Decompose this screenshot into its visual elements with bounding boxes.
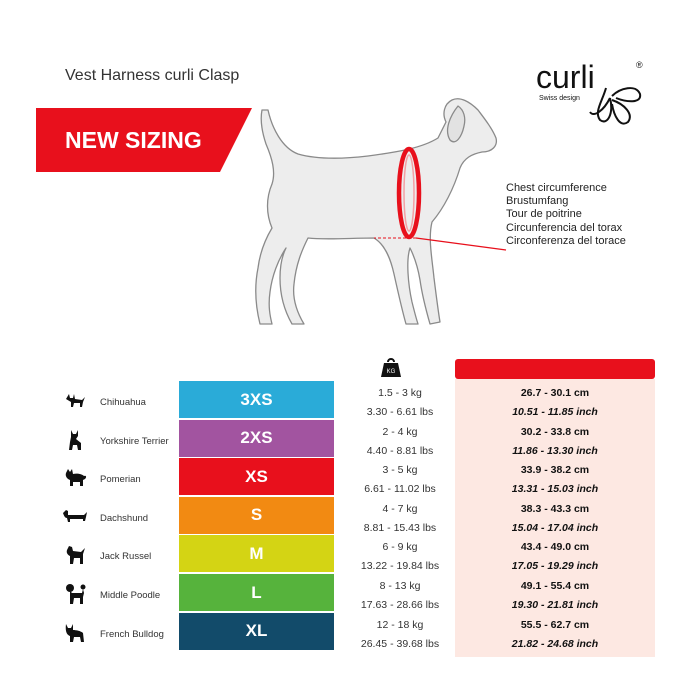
- weight-kg: 2 - 4 kg: [382, 425, 418, 438]
- weight-lbs: 13.22 - 19.84 lbs: [360, 560, 440, 573]
- weight-icon: [380, 356, 402, 378]
- banner-text: NEW SIZING: [65, 127, 202, 153]
- size-row: [0, 497, 700, 536]
- breed-name: Pomerian: [100, 474, 141, 486]
- size-label: 2XS: [179, 420, 334, 457]
- chest-inch: 15.04 - 17.04 inch: [511, 521, 599, 534]
- chest-cm: 33.9 - 38.2 cm: [520, 464, 590, 477]
- size-row: [0, 381, 700, 420]
- legend-french: Tour de poitrine: [506, 208, 582, 221]
- chest-inch: 10.51 - 11.85 inch: [512, 406, 598, 418]
- weight-kg: 6 - 9 kg: [382, 541, 418, 554]
- dog-silhouette-illustration: [238, 88, 508, 333]
- breed-name: Chihuahua: [100, 397, 146, 408]
- weight-kg: 3 - 5 kg: [382, 464, 418, 477]
- chest-cm: 26.7 - 30.1 cm: [520, 387, 590, 399]
- yorkshire-terrier-icon: [62, 427, 88, 453]
- size-label: M: [179, 535, 334, 572]
- size-label: XS: [179, 458, 334, 495]
- chest-circumference-legend: [506, 182, 626, 248]
- curli-logo: [536, 54, 648, 135]
- weight-lbs: 8.81 - 15.43 lbs: [363, 521, 437, 534]
- french-bulldog-icon: [62, 620, 88, 646]
- poodle-icon: [62, 581, 88, 607]
- weight-lbs: 4.40 - 8.81 lbs: [366, 444, 434, 457]
- logo-flower-icon: [590, 88, 640, 124]
- weight-lbs: 6.61 - 11.02 lbs: [364, 483, 436, 496]
- breed-name: Jack Russel: [100, 551, 152, 563]
- logo-registered-mark: ®: [636, 60, 643, 70]
- weight-icon-label: KG: [386, 369, 396, 375]
- pomeranian-icon: [62, 465, 88, 491]
- size-label: 3XS: [179, 381, 334, 418]
- dachshund-icon: [62, 504, 88, 530]
- size-row: [0, 420, 700, 459]
- chihuahua-icon: [62, 388, 88, 414]
- logo-tagline: Swiss design: [539, 95, 580, 102]
- size-label: S: [179, 497, 334, 534]
- chest-inch: 13.31 - 15.03 inch: [511, 483, 599, 496]
- breed-name: Dachshund: [100, 512, 149, 524]
- weight-lbs: 17.63 - 28.66 lbs: [360, 599, 440, 611]
- chest-cm: 38.3 - 43.3 cm: [520, 502, 590, 515]
- size-row: [0, 574, 700, 613]
- weight-kg: 12 - 18 kg: [376, 618, 424, 631]
- chest-cm: 55.5 - 62.7 cm: [520, 618, 590, 631]
- size-row: [0, 613, 700, 652]
- weight-kg: 8 - 13 kg: [379, 580, 421, 592]
- weight-kg: 4 - 7 kg: [382, 502, 418, 515]
- legend-english: Chest circumference: [506, 182, 607, 194]
- legend-italian: Circonferenza del torace: [506, 234, 626, 247]
- size-label: XL: [179, 613, 334, 650]
- chest-cm: 49.1 - 55.4 cm: [520, 580, 590, 592]
- breed-name: French Bulldog: [100, 628, 164, 640]
- size-label: L: [179, 574, 334, 611]
- chest-inch: 11.86 - 13.30 inch: [512, 444, 598, 457]
- weight-kg: 1.5 - 3 kg: [378, 387, 422, 399]
- size-row: [0, 458, 700, 497]
- chest-inch: 21.82 - 24.68 inch: [511, 637, 599, 650]
- chest-cm: 30.2 - 33.8 cm: [520, 425, 590, 438]
- chest-inch: 17.05 - 19.29 inch: [511, 560, 599, 573]
- legend-spanish: Circunferencia del torax: [506, 221, 623, 234]
- chest-cm: 43.4 - 49.0 cm: [520, 541, 590, 554]
- legend-german: Brustumfang: [506, 195, 569, 208]
- weight-lbs: 26.45 - 39.68 lbs: [360, 637, 440, 650]
- page-title: Vest Harness curli Clasp: [65, 67, 240, 84]
- size-row: [0, 535, 700, 574]
- chest-inch: 19.30 - 21.81 inch: [511, 599, 599, 611]
- breed-name: Middle Poodle: [100, 590, 161, 601]
- weight-lbs: 3.30 - 6.61 lbs: [366, 406, 434, 418]
- jack-russel-icon: [62, 542, 88, 568]
- breed-name: Yorkshire Terrier: [100, 435, 169, 447]
- chest-column-header: [455, 359, 655, 379]
- logo-word: curli: [536, 59, 595, 95]
